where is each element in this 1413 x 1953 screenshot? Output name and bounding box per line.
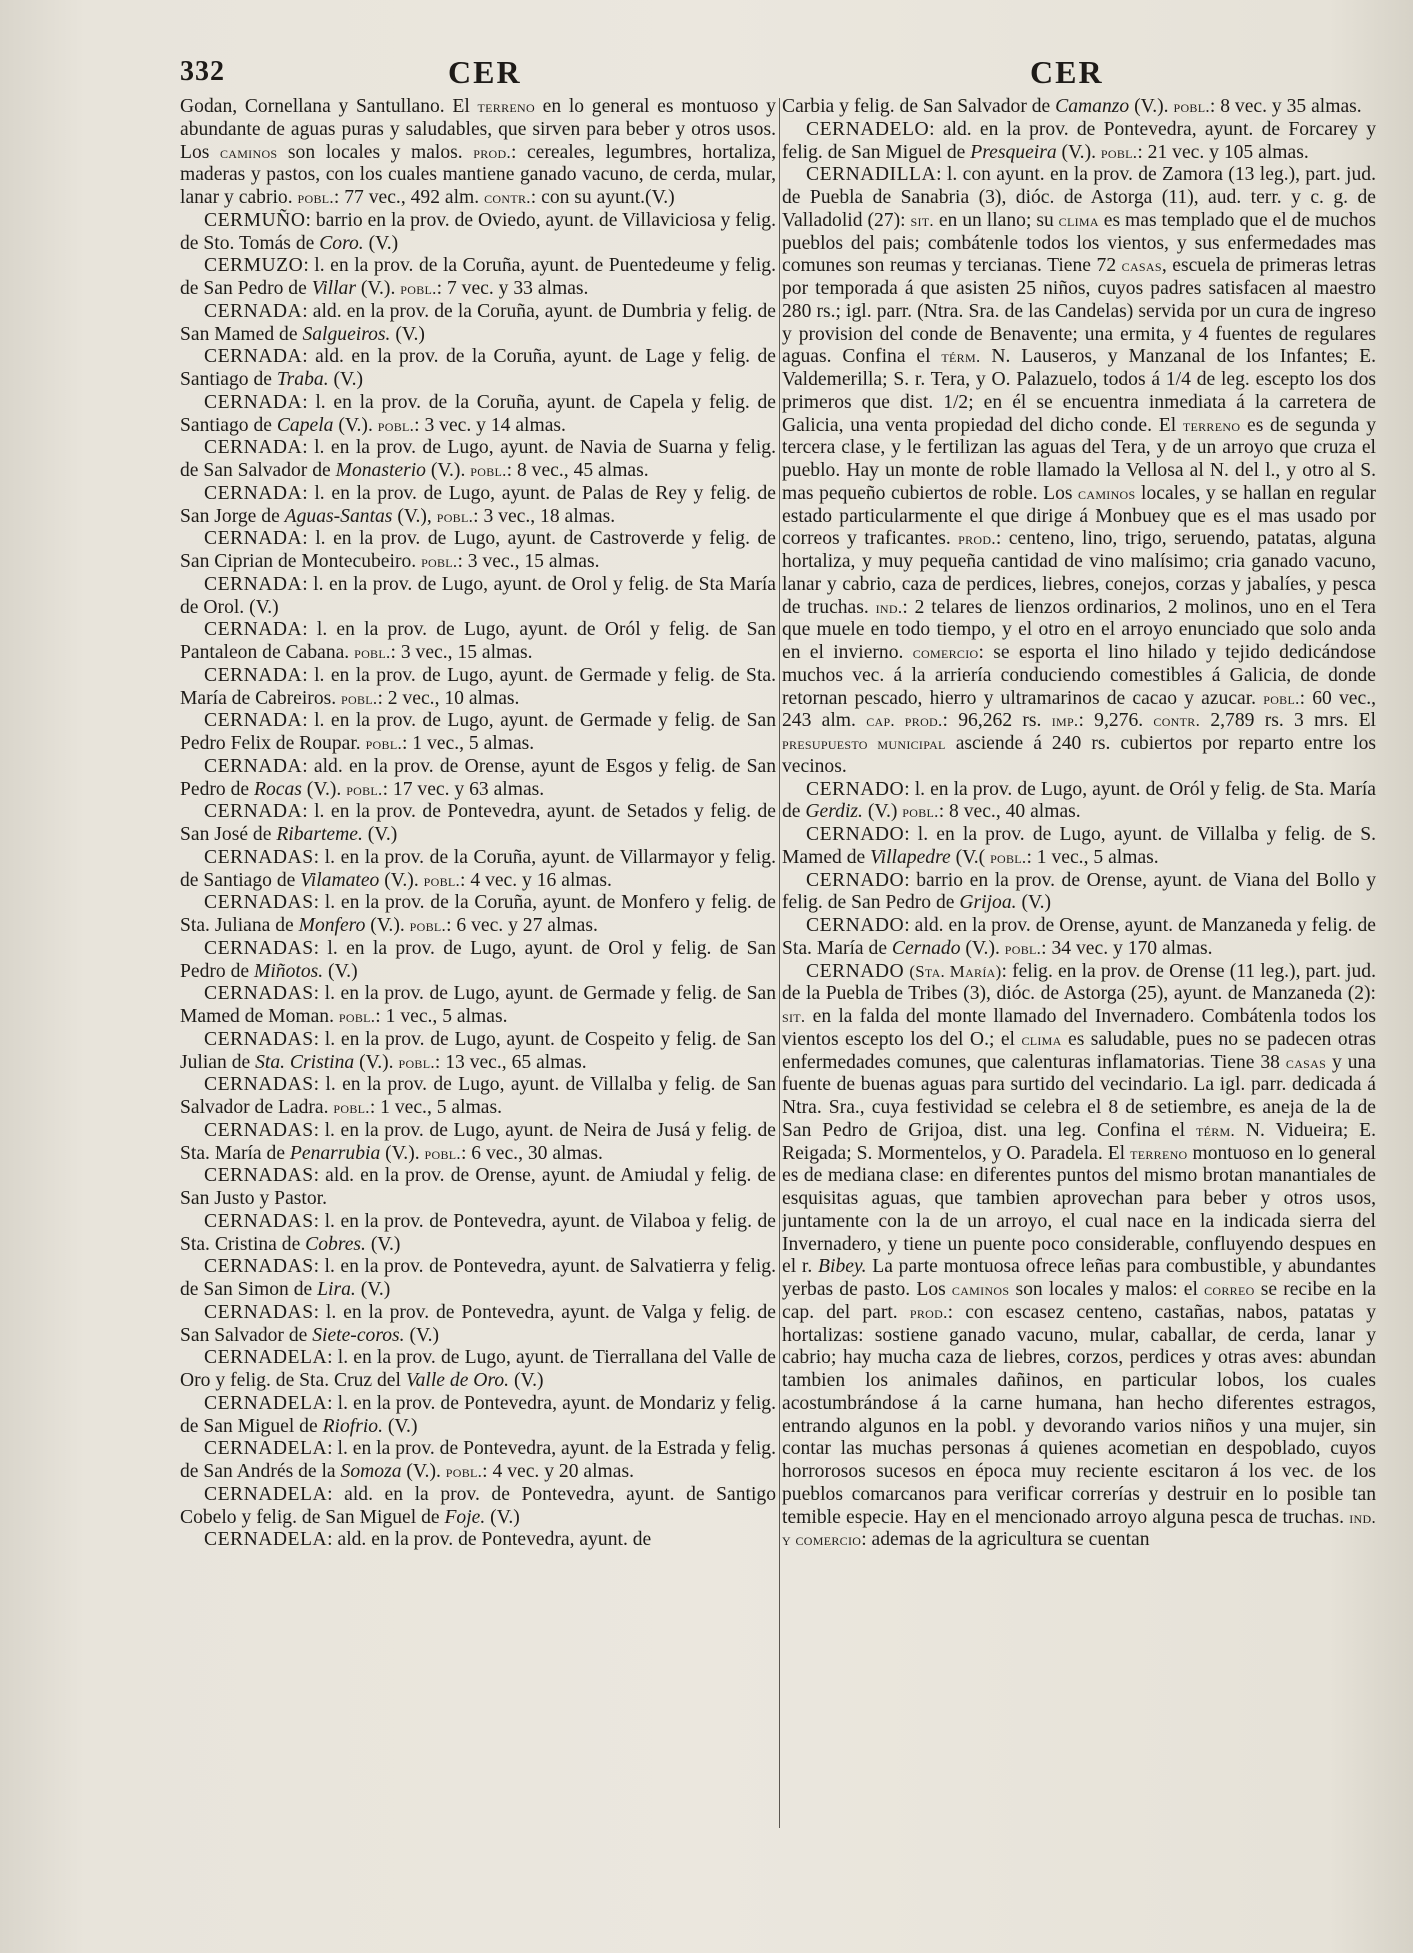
entry-headword: CERNADA [204, 710, 303, 732]
entry-field-label: prod. [909, 1302, 948, 1322]
entry-text: (V.) [509, 1370, 544, 1391]
entry-text: La parte montuosa ofrece leñas para combustible, y abundantes yerbas de pasto. Los [782, 1256, 1376, 1300]
entry-text: : ald. en la prov. de la Coruña, ayunt. de Lage y felig. de Santiago de [180, 346, 776, 390]
entry-text: : felig. en la prov. de Orense (11 leg.), part. jud. de la Puebla de Tribes (3), dióc. de Astorga (25), ayunt. de Manzaneda (2): [782, 960, 1376, 1005]
entry-text: : 6 vec. y 27 almas. [446, 915, 598, 936]
entry-text: : 9,276. [1078, 710, 1154, 732]
entry-text: : 34 vec. y 170 almas. [1041, 937, 1213, 959]
entry-place-name: Grijoa. [959, 892, 1017, 914]
entry-text: : 1 vec., 5 almas. [1026, 846, 1159, 868]
entry-place-name: Somoza [340, 1461, 402, 1482]
entry-text: : se esporta el lino hilado y tejido dedicándose muchos vec. á la arriería conduciendo comestibles á Galicia, de donde retornan pescado, hierro y ultramarinos de cacao y azucar. [782, 642, 1376, 709]
entry-field-label: ind. [875, 597, 903, 617]
entry-text: : l. en la prov. de Lugo, ayunt. de Orol y felig. de San Pedro de [180, 937, 776, 982]
entry-field-label: pobl. [1100, 142, 1138, 162]
entry-headword: CERMUÑO [204, 209, 306, 231]
gazetteer-entry [782, 824, 1376, 870]
entry-place-name: Gerdiz. [805, 801, 863, 823]
entry-headword: CERNADELA [204, 1483, 328, 1505]
gazetteer-entry [180, 1211, 776, 1257]
entry-text: : l. en la prov. de Lugo, ayunt. de Tierrallana del Valle de Oro y felig. de Sta. Cruz del [180, 1347, 776, 1391]
entry-place-name: Salgueiros. [302, 323, 391, 345]
entry-field-label: pobl. [398, 1052, 435, 1072]
entry-text: : l. en la prov. de Lugo, ayunt. de Orol y felig. de Sta María de Orol. (V.) [180, 573, 776, 618]
entry-text: y una fuente de buenas aguas para surtido del vecindario. La igl. parr. dedicada á Ntra. Sra., cuya festividad se celebra el 8 de setiembre, es aneja de la de San Pedro de Grijoa, dist. una leg. Confina el [782, 1051, 1376, 1141]
entry-place-name: Traba. [276, 369, 329, 390]
entry-field-label: caminos [219, 142, 278, 162]
entry-text: : l. en la prov. de Pontevedra, ayunt. de Setados y felig. de San José de [180, 801, 776, 845]
entry-field-label: pobl. [1263, 688, 1300, 708]
entry-text: (V.) [328, 369, 364, 390]
entry-field-label: pobl. [424, 1143, 461, 1163]
entry-place-name: Monfero [298, 915, 366, 936]
gazetteer-entry [180, 483, 776, 529]
gazetteer-entry [180, 574, 776, 620]
entry-field-label: pobl. [354, 643, 391, 662]
entry-headword: CERNADA [204, 619, 303, 641]
gazetteer-entry [180, 1438, 776, 1484]
gazetteer-entry [180, 210, 776, 256]
gazetteer-entry [180, 1120, 776, 1166]
left-column [180, 96, 776, 1936]
entry-field-label: contr. [484, 188, 531, 207]
gazetteer-entry [180, 1074, 776, 1120]
entry-text: asciende á 240 rs. cubiertos por reparto entre los vecinos. [782, 733, 1376, 777]
entry-text: : 17 vec. y 63 almas. [382, 778, 545, 800]
entry-text: : 8 vec., 40 almas. [938, 801, 1081, 823]
entry-text: : 1 vec., 5 almas. [401, 733, 535, 754]
entry-place-name: Villar [311, 278, 356, 299]
gazetteer-entry [180, 892, 776, 938]
entry-field-label: pobl. [338, 1007, 376, 1026]
entry-place-name: Lira. [317, 1279, 356, 1300]
entry-text: (V.). [960, 937, 1005, 959]
entry-field-label: pobl. [333, 1098, 370, 1117]
entry-text: : 96,262 rs. [942, 710, 1052, 732]
entry-text: : ald. en la prov. de Orense, ayunt. de Manzaneda y felig. de Sta. María de [782, 915, 1376, 959]
entry-text: se recibe en la cap. del part. [782, 1279, 1376, 1323]
entry-field-label: caminos [1078, 483, 1136, 503]
entry-text: : 60 vec., 243 alm. [782, 687, 1376, 732]
entry-place-name: Villapedre [870, 846, 951, 868]
entry-text: (V.). [425, 460, 471, 481]
gazetteer-entry [782, 164, 1376, 778]
gazetteer-entry [180, 1165, 776, 1211]
entry-text: : 1 vec., 5 almas. [369, 1097, 503, 1118]
entry-headword: CERNADA [204, 755, 303, 777]
entry-text: : l. en la prov. de Lugo, ayunt. de Villalba y felig. de S. Mamed de [782, 824, 1376, 868]
entry-text: : ademas de la agricultura se cuentan [861, 1529, 1150, 1551]
entry-place-name: Bibey. [818, 1256, 867, 1278]
entry-place-name: Siete-coros. [312, 1324, 405, 1346]
entry-field-label: terreno [1130, 1143, 1188, 1163]
entry-text: : 3 vec., 15 almas. [390, 642, 533, 663]
entry-text: (V.) [365, 1233, 401, 1255]
entry-text: : 8 vec., 45 almas. [506, 460, 649, 481]
entry-headword: CERNADAS [204, 1165, 314, 1187]
entry-headword: CERNADO [806, 915, 905, 936]
entry-text: : l. en la prov. de la Coruña, ayunt. de Capela y felig. de Santiago de [180, 391, 776, 436]
entry-field-label: pobl. [990, 847, 1027, 867]
entry-field-label: pobl. [423, 870, 461, 890]
entry-text: : l. en la prov. de Lugo, ayunt. de Oról y felig. de Sta. María de [782, 778, 1376, 823]
entry-place-name: Aguas-Santas [284, 505, 393, 527]
entry-text: es mas templado que el de muchos pueblos del pais; combátenle todos los vientos, y sus enfermedades mas comunes son reumas y tercianas. Tiene 72 [782, 209, 1376, 277]
entry-text: en un llano; su [933, 209, 1059, 231]
entry-text: es saludable, pues no se padecen otras enfermedades comunes, que calenturas inflamatorias. Tiene 38 [782, 1028, 1376, 1073]
entry-text: en la falda del monte llamado del Invernadero. Combátenla todos los vientos escepto los del O.; el [782, 1006, 1376, 1050]
entry-field-label: pobl. [1004, 938, 1042, 958]
entry-headword: CERNADAS [204, 983, 314, 1005]
entry-headword: CERNADELA [204, 1529, 328, 1551]
entry-text: : l. en la prov. de la Coruña, ayunt. de Puentedeume y felig. de San Pedro de [180, 255, 776, 299]
entry-field-label: imp. [1051, 711, 1079, 731]
gazetteer-entry [782, 779, 1376, 825]
gazetteer-entry [782, 870, 1376, 916]
entry-text: : l. en la prov. de Lugo, ayunt. de Villalba y felig. de San Salvador de Ladra. [180, 1074, 776, 1118]
entry-text: (V.) [383, 1415, 418, 1437]
entry-text: (V.). [380, 1142, 425, 1164]
entry-text: en lo general es montuoso y abundante de aguas puras y saludables, que sirven para beber y otros usos. Los [180, 96, 776, 163]
entry-field-label: térm. [1195, 1120, 1236, 1140]
entry-text: : l. en la prov. de Lugo, ayunt. de Oról y felig. de San Pantaleon de Cabana. [180, 619, 776, 663]
gazetteer-entry [180, 756, 776, 802]
entry-headword: CERNADAS [204, 1074, 314, 1096]
gazetteer-entry [180, 1393, 776, 1439]
gazetteer-entry [180, 1484, 776, 1530]
entry-field-label: presupuesto municipal [782, 734, 946, 753]
entry-headword: CERNADO [806, 960, 905, 982]
gazetteer-entry [180, 255, 776, 301]
page-number: 332 [180, 56, 225, 87]
entry-place-name: Cernado [891, 937, 961, 959]
entry-text: : l. en la prov. de Pontevedra, ayunt. de Vilaboa y felig. de Sta. Cristina de [180, 1210, 776, 1255]
gazetteer-entry [180, 983, 776, 1029]
entry-headword: CERNADA [204, 528, 303, 550]
entry-text: : con escasez centeno, castañas, nabos, patatas y hortalizas: sostiene ganado vacuno, mular, caballar, de cerda, lanar y cabrio; hay mucha caza de liebres, corzos, perdices y otras aves: abundan tambien los animales dañinos, en particular lobos, los cuales acostumbrándose á la carne humana, han hecho diferentes estragos, entrando algunos en la pobl. y devorando varios niños y una mujer, sin contar las muchas personas á quienes acometian en despoblado, cuyos horrorosos sucesos en época muy reciente escitaron á los vec. de los pueblos comarcanos para verificar correrías y destruir en lo posible tan temible especie. Hay en el mencionado arroyo alguna pesca de truchas. [782, 1301, 1376, 1528]
entry-text: : 77 vec., 492 alm. [333, 187, 485, 208]
entry-text: : cereales, legumbres, hortaliza, maderas y pastos, con los cuales mantiene ganado vacuno, de cerda, mular, lanar y cabrio. [180, 141, 776, 208]
entry-text: : l. en la prov. de Pontevedra, ayunt. de Mondariz y felig. de San Miguel de [180, 1392, 776, 1437]
entry-headword: CERNADAS [204, 1256, 314, 1278]
entry-text: (V.) [1016, 892, 1052, 914]
entry-text: : 2 telares de lienzos ordinarios, 2 molinos, uno en el Tera que muele en todo tiempo, y el otro en el arroyo enunciado que solo anda en el invierno. [782, 596, 1376, 663]
entry-text: : l. en la prov. de Pontevedra, ayunt. de la Estrada y felig. de San Andrés de la [180, 1438, 776, 1482]
entry-text: : 7 vec. y 33 almas. [436, 278, 589, 299]
gazetteer-entry [180, 1029, 776, 1075]
entry-text: : barrio en la prov. de Oviedo, ayunt. de Villaviciosa y felig. de Sto. Tomás de [180, 209, 776, 254]
entry-field-label: pobl. [341, 688, 378, 708]
entry-text: : l. en la prov. de Lugo, ayunt. de Germade y felig. de Sta. María de Cabreiros. [180, 664, 776, 709]
entry-field-label: correo [1204, 1280, 1255, 1299]
entry-text: : 21 vec. y 105 almas. [1137, 141, 1309, 163]
gazetteer-entry [782, 915, 1376, 961]
entry-place-name: Sta. Cristina [255, 1051, 355, 1073]
entry-field-label: pobl. [409, 916, 447, 935]
entry-place-name: Miñotos. [254, 960, 324, 982]
gazetteer-entry [180, 528, 776, 574]
entry-place-name: Cobres. [305, 1233, 366, 1255]
entry-text: (V.). [1056, 141, 1101, 163]
entry-text: : 1 vec., 5 almas. [375, 1006, 508, 1027]
entry-text: : 2 vec., 10 almas. [377, 687, 520, 709]
entry-headword-qualifier: (Sta. María) [909, 961, 1002, 981]
entry-text: : l. en la prov. de la Coruña, ayunt. de Villarmayor y felig. de Santiago de [180, 846, 776, 891]
entry-field-label: pobl. [470, 461, 507, 480]
gazetteer-entry [180, 437, 776, 483]
entry-headword: CERNADAS [204, 1119, 314, 1141]
entry-text: Carbia y felig. de San Salvador de [782, 96, 1056, 117]
entry-field-label: terreno [1182, 415, 1241, 435]
entry-headword: CERNADA [204, 300, 303, 322]
entry-text: : l. en la prov. de Pontevedra, ayunt. de Salvatierra y felig. de San Simon de [180, 1256, 776, 1300]
entry-field-label: pobl. [421, 552, 458, 571]
entry-text: : 13 vec., 65 almas. [434, 1051, 587, 1073]
gazetteer-entry [180, 1347, 776, 1393]
entry-headword: CERNADO [806, 869, 905, 891]
entry-headword: CERNADAS [204, 892, 314, 914]
entry-text: : ald. en la prov. de Pontevedra, ayunt. de Forcarey y felig. de San Miguel de [782, 118, 1376, 163]
gazetteer-entry [180, 1256, 776, 1302]
entry-text: (V.), [392, 505, 437, 527]
entry-text: : ald. en la prov. de Pontevedra, ayunt. de [327, 1529, 652, 1551]
gazetteer-entry [180, 801, 776, 847]
entry-text: son locales y malos. [277, 141, 474, 163]
entry-text: (V.). [365, 915, 410, 936]
entry-headword: CERNADILLA [806, 164, 937, 186]
entry-text: 2,789 rs. 3 mrs. El [1200, 710, 1376, 732]
entry-field-label: pobl. [377, 415, 415, 435]
entry-headword: CERNADA [204, 801, 303, 823]
entry-text: : l. en la prov. de Pontevedra, ayunt. de Valga y felig. de San Salvador de [180, 1301, 776, 1346]
entry-text: : 4 vec. y 20 almas. [482, 1461, 634, 1482]
entry-field-label: clima [1058, 210, 1099, 230]
entry-continuation [180, 96, 776, 210]
entry-headword: CERNADAS [204, 1210, 314, 1232]
right-column [782, 96, 1376, 1936]
entry-text: (V.) [404, 1324, 440, 1346]
entry-field-label: pobl. [365, 734, 402, 753]
entry-text: es de segunda y tercera clase, y le fertilizan las aguas del Tera, y de un arroyo que cruza el pueblo. Hay un monte de roble llamado la Vellosa al N. del l., y otro al S. mas pequeño cubiertos de roble. Los [782, 414, 1376, 504]
gazetteer-entry [782, 961, 1376, 1553]
gazetteer-entry [180, 346, 776, 392]
entry-text: (V.). [355, 278, 401, 299]
entry-headword: CERNADA [204, 437, 303, 459]
entry-field-label: clima [1021, 1029, 1062, 1049]
gazetteer-entry [180, 665, 776, 711]
entry-field-label: casas [1285, 1052, 1327, 1072]
entry-text: son locales y malos: el [1009, 1279, 1205, 1300]
entry-field-label: pobl. [902, 802, 939, 822]
entry-text: : l. en la prov. de Lugo, ayunt. de Castroverde y felig. de San Ciprian de Montecubeiro. [180, 528, 776, 572]
entry-text: (V.). [379, 869, 424, 891]
entry-text: : 3 vec., 15 almas. [457, 551, 600, 572]
entry-place-name: Vilamateo [300, 869, 380, 891]
entry-text: : centeno, lino, trigo, seruendo, patatas, alguna hortaliza, y muy pequeña cantidad de vino malísimo; cria ganado vacuno, lanar y cabrio, caza de perdices, liebres, conejos, corzas y jabalíes, y pesca de truchas. [782, 528, 1376, 618]
entry-headword: CERNADO [806, 824, 905, 845]
entry-text: : barrio en la prov. de Orense, ayunt. de Viana del Bollo y felig. de San Pedro de [782, 869, 1376, 914]
entry-place-name: Coro. [319, 232, 364, 254]
entry-place-name: Monasterio [335, 460, 426, 481]
entry-text: : 6 vec., 30 almas. [460, 1142, 603, 1164]
entry-text: : l. en la prov. de Lugo, ayunt. de Palas de Rey y felig. de San Jorge de [180, 482, 776, 527]
entry-field-label: comercio [912, 643, 979, 662]
entry-headword: CERNADAS [204, 1301, 314, 1323]
entry-headword: CERMUZO [204, 255, 304, 277]
entry-text: : ald. en la prov. de Orense, ayunt. de Amiudal y felig. de San Justo y Pastor. [180, 1165, 776, 1209]
entry-field-label: sit. [782, 1007, 806, 1026]
entry-headword: CERNADA [204, 346, 303, 368]
gazetteer-entry [180, 1302, 776, 1348]
gazetteer-entry [180, 710, 776, 756]
entry-text: (V.) [363, 232, 399, 254]
gazetteer-entry [180, 301, 776, 347]
entry-field-label: contr. [1153, 711, 1201, 731]
entry-text: (V.) [355, 1279, 391, 1300]
entry-text: : l. en la prov. de Lugo, ayunt. de Cospeito y felig. de San Julian de [180, 1028, 776, 1073]
entry-text: (V.) [323, 960, 358, 982]
entry-text: : l. en la prov. de Lugo, ayunt. de Navia de Suarna y felig. de San Salvador de [180, 437, 776, 481]
entry-headword: CERNADAS [204, 846, 314, 868]
entry-text: (V.). [401, 1461, 446, 1482]
column-divider [779, 98, 780, 1828]
entry-field-label: casas [1121, 256, 1162, 276]
entry-place-name: Ribarteme. [276, 824, 363, 845]
entry-text: : l. en la prov. de Lugo, ayunt. de Neira de Jusá y felig. de Sta. María de [180, 1119, 776, 1164]
entry-text: : l. con ayunt. en la prov. de Zamora (13 leg.), part. jud. de Puebla de Sanabria (3), dióc. de Astorga (11), aud. terr. y c. g. de Valladolid (27): [782, 164, 1376, 231]
page-header [0, 50, 1413, 96]
entry-headword: CERNADELO [806, 118, 930, 140]
entry-headword: CERNADAS [204, 1028, 314, 1050]
entry-field-label: sit. [910, 210, 934, 230]
entry-headword: CERNADELA [204, 1392, 328, 1414]
entry-field-label: caminos [951, 1280, 1010, 1299]
entry-text: : l. en la prov. de Lugo, ayunt. de Germade y felig. de San Pedro Felix de Roupar. [180, 710, 776, 754]
entry-text: (V.) [485, 1506, 520, 1528]
entry-text: : con su ayunt.(V.) [530, 187, 675, 208]
entry-field-label: pobl. [297, 188, 334, 207]
entry-field-label: terreno [477, 97, 535, 116]
entry-field-label: pobl. [1173, 97, 1210, 116]
gazetteer-entry [180, 938, 776, 984]
entry-text: : 8 vec. y 35 almas. [1209, 96, 1362, 117]
entry-field-label: cap. prod. [866, 711, 943, 731]
entry-headword: CERNADAS [204, 937, 314, 959]
entry-text: : 3 vec., 18 almas. [473, 505, 616, 527]
running-head-left: CER [448, 54, 522, 90]
entry-text: (V.). [333, 414, 378, 436]
entry-field-label: prod. [473, 142, 511, 162]
entry-place-name: Camanzo [1055, 96, 1130, 117]
entry-continuation [782, 96, 1376, 119]
entry-field-label: térm. [941, 347, 981, 367]
entry-text: Godan, Cornellana y Santullano. El [180, 96, 478, 117]
entry-field-label: pobl. [445, 1462, 483, 1481]
entry-headword: CERNADA [204, 664, 303, 686]
entry-text: : l. en la prov. de Lugo, ayunt. de Germade y felig. de San Mamed de Moman. [180, 983, 776, 1027]
entry-text: : ald. en la prov. de Pontevedra, ayunt. de Santigo Cobelo y felig. de San Miguel de [180, 1483, 776, 1528]
entry-field-label: pobl. [400, 279, 437, 298]
entry-headword: CERNADA [204, 391, 303, 413]
entry-place-name: Presqueira [970, 141, 1057, 163]
entry-place-name: Valle de Oro. [405, 1370, 510, 1391]
entry-text: , escuela de primeras letras por temporada á que asisten 25 niños, cuyos padres satisfacen al maestro 280 rs.; igl. parr. (Ntra. Sra. de las Candelas) servida por un cura de ingreso y provision del conde de Benavente; una ermita, y 4 fuentes de regulares aguas. Confina el [782, 255, 1376, 368]
entry-field-label: pobl. [436, 506, 474, 526]
entry-headword: CERNADELA [204, 1347, 328, 1369]
entry-text: (V.). [1129, 96, 1174, 117]
running-head-right: CER [1030, 54, 1104, 90]
entry-text: (V.) [390, 323, 425, 345]
entry-text: montuoso en lo general es de mediana clase: en diferentes puntos del mismo brotan manantiales de esquisitas aguas, que tambien aprovechan para beber y otros usos, juntamente con la de un arroyo, el cual nace en la indicada sierra del Invernadero, y tiene un puente poco considerable, confluyendo despues en el r. [782, 1142, 1376, 1278]
entry-place-name: Foje. [444, 1506, 486, 1528]
entry-headword: CERNADA [204, 573, 303, 595]
entry-text: (V.) [362, 824, 398, 845]
entry-headword: CERNADO [806, 778, 905, 800]
gazetteer-entry [180, 392, 776, 438]
entry-text: (V.) [862, 801, 903, 823]
entry-text: (V.). [354, 1051, 399, 1073]
gazetteer-entry [180, 847, 776, 893]
gazetteer-entry [782, 119, 1376, 165]
entry-place-name: Penarrubia [289, 1142, 381, 1164]
entry-text: N. Lauseros, y Manzanal de los Infantes; E. Valdemerilla; S. r. Tera, y O. Palazuelo, todos á 1/4 de leg. escepto los dos primeros que dist. 1/2; en él se encuentra inmediata á la carretera de Galicia, una venta propiedad del dicho conde. El [782, 346, 1376, 436]
entry-headword: CERNADA [204, 482, 303, 504]
entry-text: locales, y se hallan en regular estado particularmente el que dirige á Monbuey que es el mas usado por correos y traficantes. [782, 482, 1376, 550]
entry-text: (V.( [950, 846, 991, 868]
entry-text: : 3 vec. y 14 almas. [414, 414, 566, 436]
entry-text: : ald. en la prov. de la Coruña, ayunt. de Dumbria y felig. de San Mamed de [180, 300, 776, 345]
entry-text: : ald. en la prov. de Orense, ayunt de Esgos y felig. de San Pedro de [180, 755, 776, 800]
entry-place-name: Riofrio. [322, 1415, 383, 1437]
entry-field-label: pobl. [346, 779, 383, 799]
entry-field-label: prod. [958, 529, 996, 549]
entry-text: : 4 vec. y 16 almas. [460, 869, 612, 891]
entry-text: N. Vidueira; E. Reigada; S. Mormentelos, y O. Paradela. El [782, 1119, 1376, 1164]
gazetteer-entry [180, 1529, 776, 1552]
entry-field-label: ind. y comercio [782, 1507, 1376, 1550]
entry-headword: CERNADELA [204, 1438, 328, 1460]
entry-place-name: Rocas [254, 778, 302, 800]
entry-text: (V.). [301, 778, 347, 800]
entry-place-name: Capela [276, 414, 334, 436]
entry-text: : l. en la prov. de la Coruña, ayunt. de Monfero y felig. de Sta. Juliana de [180, 892, 776, 936]
gazetteer-entry [180, 619, 776, 665]
